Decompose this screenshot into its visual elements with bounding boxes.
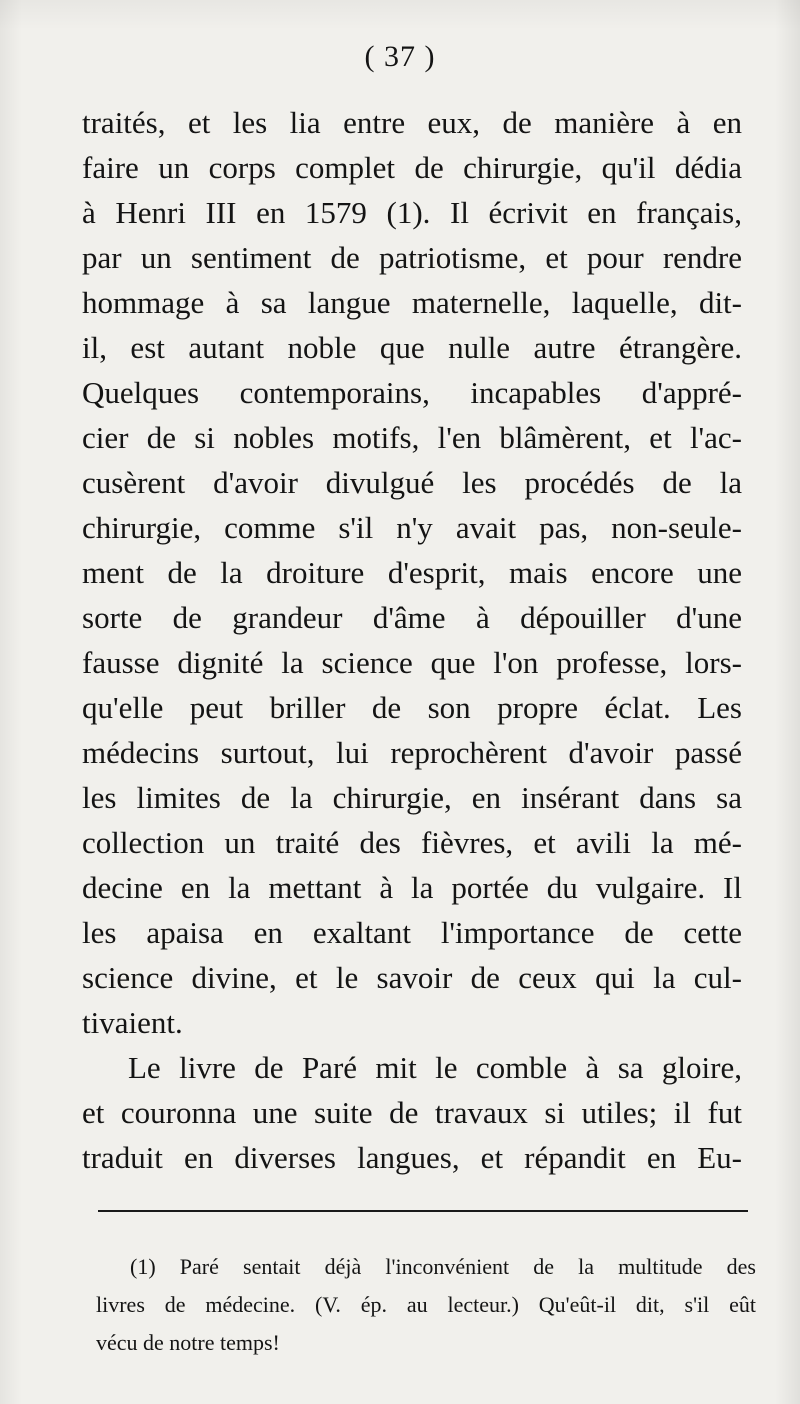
text-line: traités, et les lia entre eux, de manière à en (82, 105, 742, 140)
text-line: science divine, et le savoir de ceux qui la cul- (82, 960, 742, 995)
text-line: tivaient. (82, 1005, 183, 1040)
text-line: cier de si nobles motifs, l'en blâmèrent, et l'ac- (82, 420, 742, 455)
text-line: par un sentiment de patriotisme, et pour rendre (82, 240, 742, 275)
text-line: traduit en diverses langues, et répandit en Eu- (82, 1140, 742, 1175)
text-line: il, est autant noble que nulle autre étrangère. (82, 330, 742, 365)
text-line: cusèrent d'avoir divulgué les procédés de la (82, 465, 742, 500)
text-line: collection un traité des fièvres, et avili la mé- (82, 825, 742, 860)
text-line: sorte de grandeur d'âme à dépouiller d'une (82, 600, 742, 635)
paragraph-start-line: Le livre de Paré mit le comble à sa gloire, (128, 1050, 742, 1085)
footnote-line: vécu de notre temps! (96, 1330, 280, 1355)
text-line: ment de la droiture d'esprit, mais encore une (82, 555, 742, 590)
text-line: médecins surtout, lui reprochèrent d'avoir passé (82, 735, 742, 770)
text-line: et couronna une suite de travaux si utiles; il fut (82, 1095, 742, 1130)
text-line: les limites de la chirurgie, en insérant dans sa (82, 780, 742, 815)
text-line: chirurgie, comme s'il n'y avait pas, non-seule- (82, 510, 742, 545)
text-line: Quelques contemporains, incapables d'appré- (82, 375, 742, 410)
text-line: qu'elle peut briller de son propre éclat. Les (82, 690, 742, 725)
text-line: les apaisa en exaltant l'importance de cette (82, 915, 742, 950)
text-line: fausse dignité la science que l'on professe, lors- (82, 645, 742, 680)
text-line: hommage à sa langue maternelle, laquelle, dit- (82, 285, 742, 320)
text-line: decine en la mettant à la portée du vulgaire. Il (82, 870, 742, 905)
footnote-separator (98, 1210, 748, 1212)
footnote-line: (1) Paré sentait déjà l'inconvénient de la multitude des (130, 1254, 756, 1279)
main-text (82, 100, 742, 1180)
footnote (96, 1248, 756, 1362)
footnote-line: livres de médecine. (V. ép. au lecteur.) Qu'eût-il dit, s'il eût (96, 1292, 756, 1317)
page-number: ( 37 ) (364, 40, 436, 73)
text-line: faire un corps complet de chirurgie, qu'il dédia (82, 150, 742, 185)
text-line: à Henri III en 1579 (1). Il écrivit en français, (82, 195, 742, 230)
